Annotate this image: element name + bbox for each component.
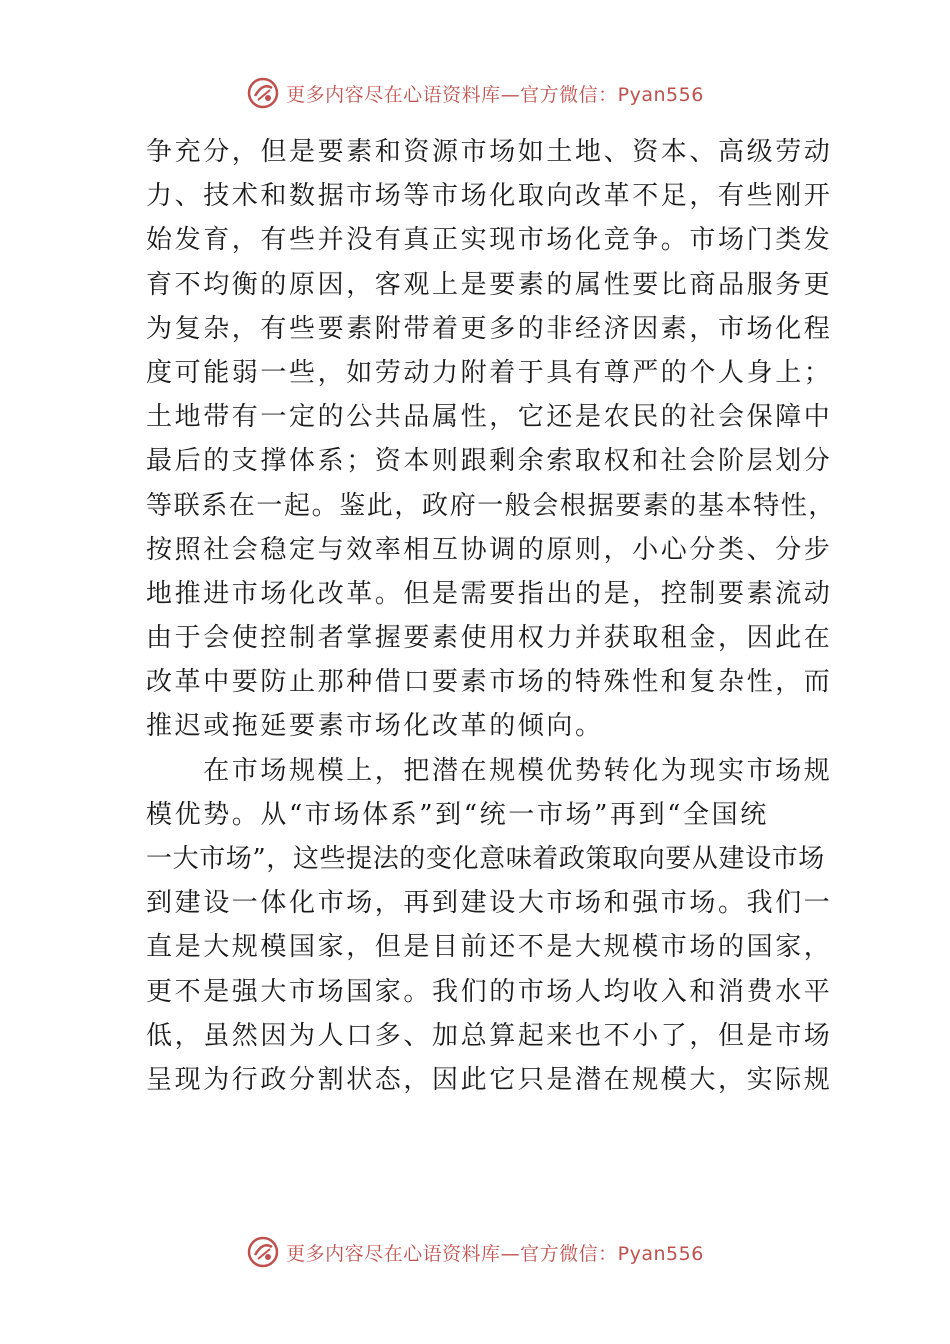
text-line: 土地带有一定的公共品属性，它还是农民的社会保障中 <box>146 402 833 433</box>
logo-icon <box>246 76 280 110</box>
text-line: 在市场规模上，把潜在规模优势转化为现实市场规 <box>146 755 833 786</box>
text-line: 模优势。从“市场体系”到“统一市场”再到“全国统 <box>146 799 769 830</box>
text-line: 直是大规模国家，但是目前还不是大规模市场的国家， <box>146 932 833 963</box>
text-line: 一大市场”，这些提法的变化意味着政策取向要从建设市场 <box>146 844 825 874</box>
text-line: 最后的支撑体系；资本则跟剩余索取权和社会阶层划分 <box>146 446 833 477</box>
text-line: 低，虽然因为人口多、加总算起来也不小了，但是市场 <box>146 1020 833 1051</box>
text-line: 为复杂，有些要素附带着更多的非经济因素，市场化程 <box>146 313 833 344</box>
logo-icon <box>246 1235 280 1269</box>
header-watermark <box>0 73 950 113</box>
text-line: 更不是强大市场国家。我们的市场人均收入和消费水平 <box>146 976 833 1007</box>
text-line: 力、技术和数据市场等市场化取向改革不足，有些刚开 <box>146 181 833 212</box>
banner-text: 更多内容尽在心语资料库—官方微信： <box>286 83 618 106</box>
wechat-id: Pyan556 <box>617 1242 704 1265</box>
text-line: 地推进市场化改革。但是需要指出的是，控制要素流动 <box>146 578 833 609</box>
text-line: 按照社会稳定与效率相互协调的原则，小心分类、分步 <box>146 534 833 565</box>
footer-watermark <box>0 1232 950 1272</box>
document-body <box>146 130 837 1102</box>
text-line: 度可能弱一些，如劳动力附着于具有尊严的个人身上； <box>146 357 833 388</box>
text-line: 争充分，但是要素和资源市场如土地、资本、高级劳动 <box>146 137 833 167</box>
text-line: 育不均衡的原因，客观上是要素的属性要比商品服务更 <box>146 269 833 300</box>
wechat-id: Pyan556 <box>617 83 704 106</box>
text-line: 改革中要防止那种借口要素市场的特殊性和复杂性，而 <box>146 667 833 698</box>
text-line: 由于会使控制者掌握要素使用权力并获取租金，因此在 <box>146 623 833 654</box>
banner-text: 更多内容尽在心语资料库—官方微信： <box>286 1242 618 1265</box>
text-line: 推迟或拖延要素市场化改革的倾向。 <box>146 711 604 742</box>
text-line: 到建设一体化市场，再到建设大市场和强市场。我们一 <box>146 888 833 919</box>
text-line: 始发育，有些并没有真正实现市场化竞争。市场门类发 <box>146 225 833 256</box>
text-line: 呈现为行政分割状态，因此它只是潜在规模大，实际规 <box>146 1064 833 1095</box>
text-line: 等联系在一起。鉴此，政府一般会根据要素的基本特性， <box>146 490 837 521</box>
